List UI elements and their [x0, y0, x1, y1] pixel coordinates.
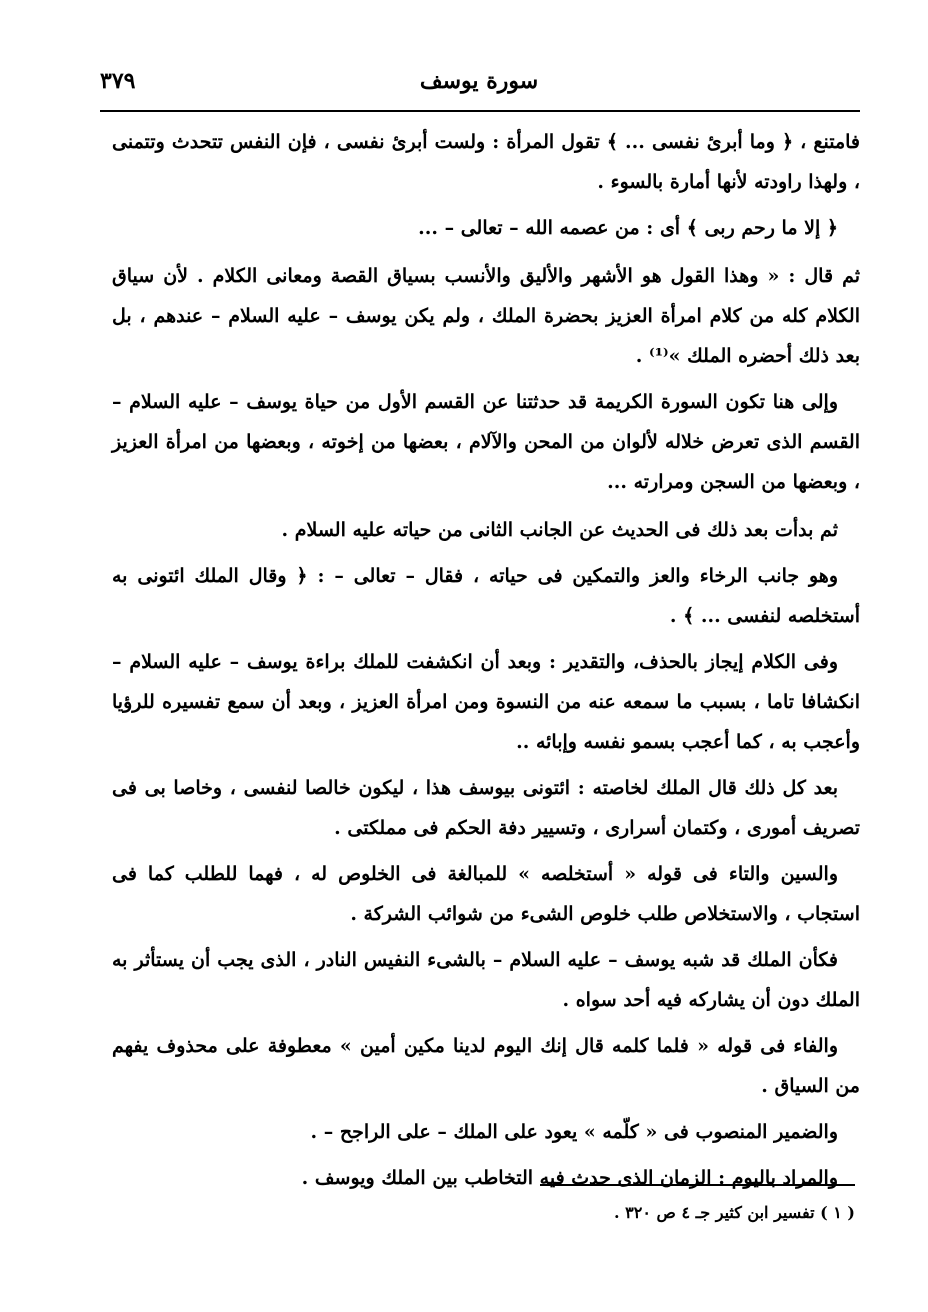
paragraph: ثم بدأت بعد ذلك فى الحديث عن الجانب الثانى من حياته عليه السلام .	[281, 519, 838, 541]
page-header	[100, 62, 858, 102]
paragraph: وهو جانب الرخاء والعز والتمكين فى حياته ، فقال – تعالى – : ﴿ وقال الملك ائتونى به أستخلصه لنفسى ... ﴾ .	[112, 565, 860, 627]
paragraph: فكأن الملك قد شبه يوسف – عليه السلام – بالشىء النفيس النادر ، الذى يجب أن يستأثر به الملك دون أن يشاركه فيه أحد سواه .	[112, 949, 860, 1011]
paragraph: وإلى هنا تكون السورة الكريمة قد حدثتنا عن القسم الأول من حياة يوسف – عليه السلام – القسم الذى تعرض خلاله لألوان من المحن والآلام ، بعضها من إخوته ، وبعضها من امرأة العزيز ، وبعضها من السجن ومرارته ...	[112, 391, 860, 493]
main-text	[112, 122, 860, 1204]
paragraph: وفى الكلام إيجاز بالحذف، والتقدير : وبعد أن انكشفت للملك براءة يوسف – عليه السلام – انكشافا تاما ، بسبب ما سمعه عنه من النسوة ومن امرأة العزيز ، وبعد أن سمع تفسيره للرؤيا وأعجب به ، كما أعجب بسمو نفسه وإبائه ..	[112, 651, 860, 753]
paragraph: والمراد باليوم : الزمان الذى حدث فيه التخاطب بين الملك ويوسف .	[301, 1167, 838, 1189]
paragraph: ثم قال : « وهذا القول هو الأشهر والأليق والأنسب بسياق القصة ومعانى الكلام . لأن سياق الكلام كله من كلام امرأة العزيز بحضرة الملك ، ولم يكن يوسف – عليه السلام – عندهم ، بل بعد ذلك أحضره الملك »⁽¹⁾ .	[112, 265, 860, 367]
footnote-divider	[540, 1184, 855, 1186]
paragraph: بعد كل ذلك قال الملك لخاصته : ائتونى بيوسف هذا ، ليكون خالصا لنفسى ، وخاصا بى فى تصريف أمورى ، وكتمان أسرارى ، وتسيير دفة الحكم فى مملكتى .	[112, 777, 860, 839]
paragraph: والسين والتاء فى قوله « أستخلصه » للمبالغة فى الخلوص له ، فهما للطلب كما فى استجاب ، والاستخلاص طلب خلوص الشىء من شوائب الشركة .	[112, 863, 860, 925]
header-divider	[100, 110, 860, 112]
paragraph: والضمير المنصوب فى « كلّمه » يعود على الملك – على الراجح – .	[310, 1121, 838, 1143]
footnote: ( ١ ) تفسير ابن كثير جـ ٤ ص ٣٢٠ .	[614, 1203, 855, 1222]
paragraph: فامتنع ، ﴿ وما أبرئ نفسى ... ﴾ تقول المرأة : ولست أبرئ نفسى ، فإن النفس تتحدث وتتمنى ، ولهذا راودته لأنها أمارة بالسوء .	[112, 131, 860, 193]
page-number: ٣٧٩	[100, 68, 136, 94]
sura-title: سورة يوسف	[419, 68, 539, 94]
paragraph: والفاء فى قوله « فلما كلمه قال إنك اليوم لدينا مكين أمين » معطوفة على محذوف يفهم من السياق .	[112, 1035, 860, 1097]
paragraph: ﴿ إلا ما رحم ربى ﴾ أى : من عصمه الله – تعالى – ...	[418, 217, 838, 239]
